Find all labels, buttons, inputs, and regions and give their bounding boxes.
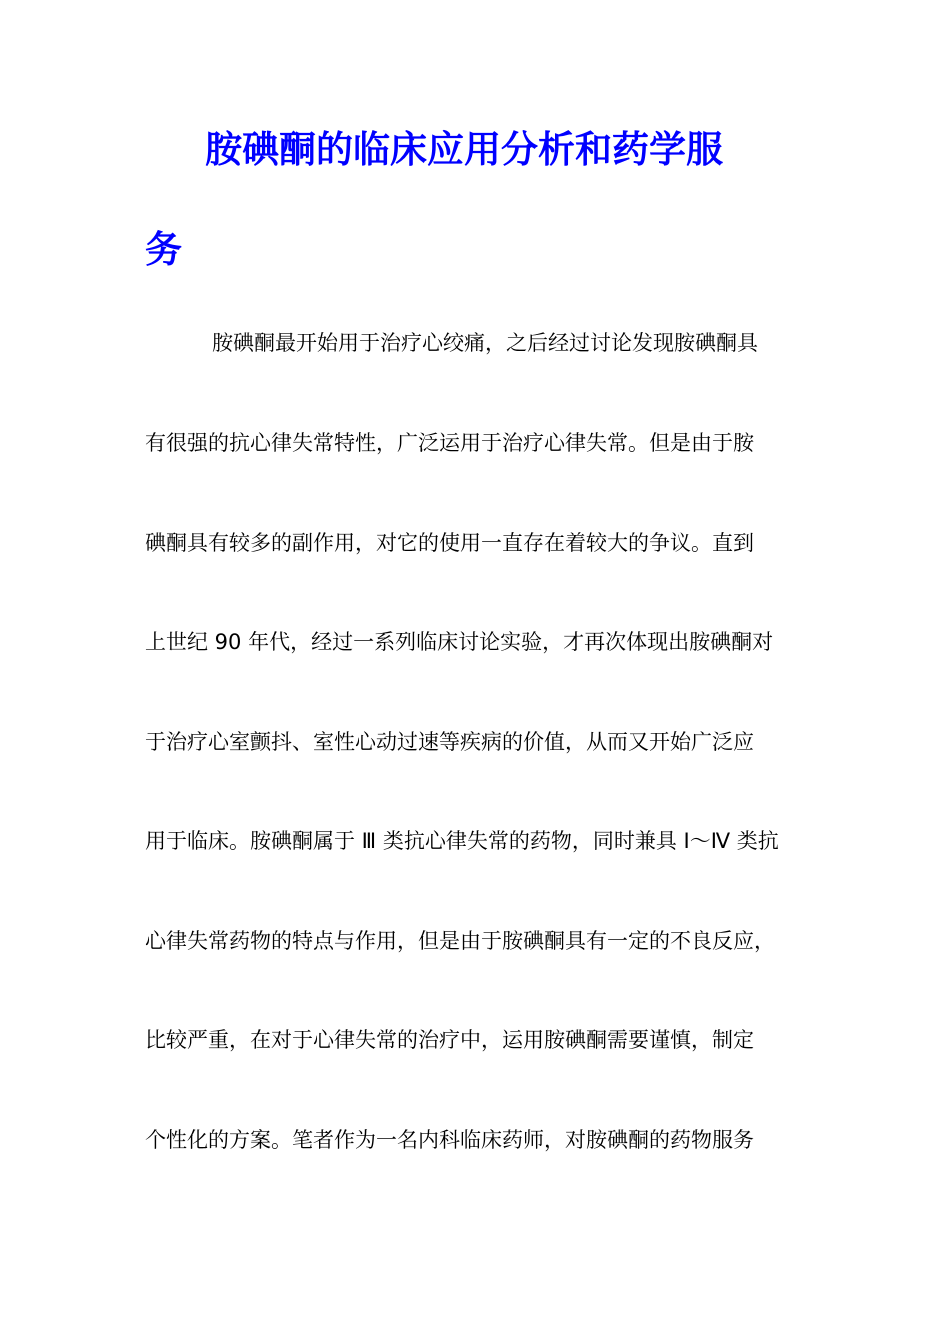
body-text-line: 碘酮具有较多的副作用，对它的使用一直存在着较大的争议。直到 <box>145 531 754 555</box>
body-text-line: 用于临床。胺碘酮属于 Ⅲ 类抗心律失常的药物，同时兼具 Ⅰ～Ⅳ 类抗 <box>145 829 779 853</box>
body-text-line: 上世纪 90 年代，经过一系列临床讨论实验，才再次体现出胺碘酮对 <box>145 630 774 654</box>
document-title-line-2: 务 <box>145 228 182 271</box>
body-text-line: 有很强的抗心律失常特性，广泛运用于治疗心律失常。但是由于胺 <box>145 431 754 455</box>
body-text-line: 胺碘酮最开始用于治疗心绞痛，之后经过讨论发现胺碘酮具 <box>212 331 758 355</box>
body-text-line: 心律失常药物的特点与作用，但是由于胺碘酮具有一定的不良反应， <box>145 929 775 953</box>
document-title-line-1: 胺碘酮的临床应用分析和药学服 <box>205 128 723 171</box>
body-text-line: 于治疗心室颤抖、室性心动过速等疾病的价值，从而又开始广泛应 <box>145 730 754 754</box>
body-text-line: 个性化的方案。笔者作为一名内科临床药师，对胺碘酮的药物服务 <box>145 1128 754 1152</box>
body-text-line: 比较严重，在对于心律失常的治疗中，运用胺碘酮需要谨慎，制定 <box>145 1028 754 1052</box>
